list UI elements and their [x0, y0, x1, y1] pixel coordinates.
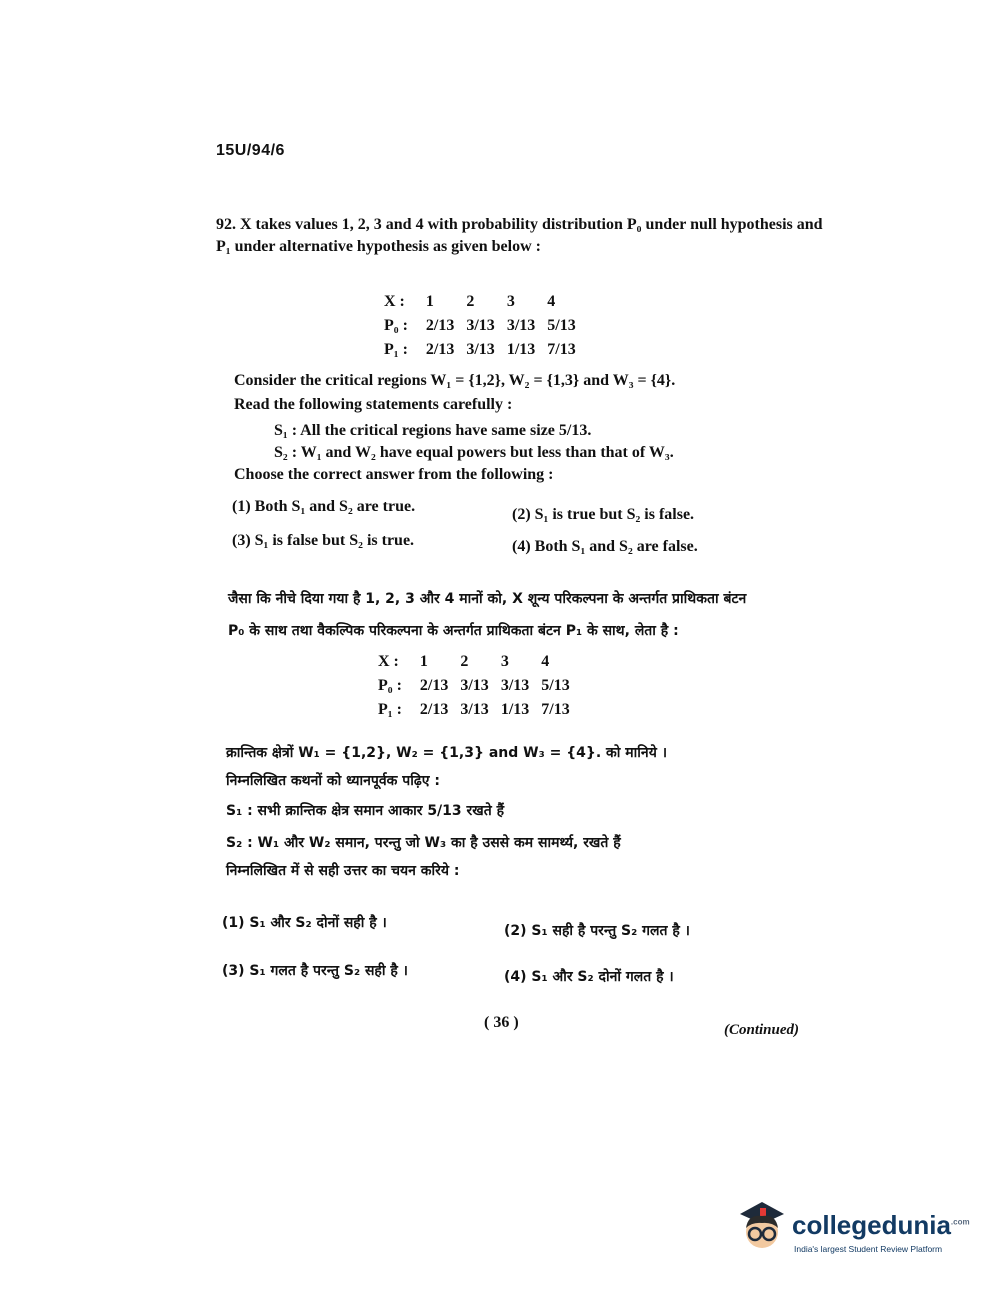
option-1-hi: (1) S₁ और S₂ दोनों सही है । — [222, 915, 387, 931]
question-text-en — [216, 214, 836, 258]
statement-s2-en: S₂ : W₁ and W₂ have equal powers but less than that of W₃. — [274, 444, 674, 461]
question-number: 92. — [216, 216, 236, 233]
read-hi: निम्नलिखित कथनों को ध्यानपूर्वक पढ़िए : — [226, 773, 440, 789]
question-text-hi-line1: जैसा कि नीचे दिया गया है 1, 2, 3 और 4 मानों को, X शून्य परिकल्पना के अन्तर्गत प्राथिकता बंटन — [228, 591, 747, 607]
distribution-table-en — [378, 290, 582, 362]
table-row-p0: P₀ : 2/13 3/13 3/13 5/13 — [378, 677, 570, 694]
table-row-p1: P₁ : 2/13 3/13 1/13 7/13 — [384, 341, 576, 358]
distribution-table-hi — [372, 650, 576, 722]
brand-tagline: India's largest Student Review Platform — [794, 1244, 943, 1254]
read-en: Read the following statements carefully : — [234, 396, 513, 413]
table-row-x: X : 1 2 3 4 — [378, 653, 550, 670]
mascot-icon — [732, 1196, 792, 1256]
table-row-p0: P₀ : 2/13 3/13 3/13 5/13 — [384, 317, 576, 334]
continued-label: (Continued) — [724, 1022, 800, 1038]
page-number: ( 36 ) — [484, 1014, 519, 1031]
statement-s1-hi: S₁ : सभी क्रान्तिक क्षेत्र समान आकार 5/13 रखते हैं — [226, 803, 504, 819]
paper-code: 15U/94/6 — [216, 142, 285, 159]
question-stem-en: X takes values 1, 2, 3 and 4 with probability distribution P₀ under null hypothesis and P₁ under alternative hypothesis as given below : — [216, 216, 823, 255]
brand-com: .com — [950, 1217, 970, 1227]
choose-en: Choose the correct answer from the following : — [234, 466, 554, 483]
statement-s1-en: S₁ : All the critical regions have same size 5/13. — [274, 422, 592, 439]
consider-en: Consider the critical regions W₁ = {1,2}, W₂ = {1,3} and W₃ = {4}. — [234, 372, 676, 389]
question-text-hi-line2: P₀ के साथ तथा वैकल्पिक परिकल्पना के अन्तर्गत प्राथिकता बंटन P₁ के साथ, लेता है : — [228, 623, 679, 639]
option-4-en: (4) Both S₁ and S₂ are false. — [512, 538, 698, 555]
consider-hi: क्रान्तिक क्षेत्रों W₁ = {1,2}, W₂ = {1,3} and W₃ = {4}. को मानिये । — [226, 745, 668, 761]
option-3-hi: (3) S₁ गलत है परन्तु S₂ सही है । — [222, 963, 408, 979]
statement-s2-hi: S₂ : W₁ और W₂ समान, परन्तु जो W₃ का है उससे कम सामर्थ्य, रखते हैं — [226, 835, 621, 851]
option-1-en: (1) Both S₁ and S₂ are true. — [232, 498, 416, 515]
choose-hi: निम्नलिखित में से सही उत्तर का चयन करिये : — [226, 863, 460, 879]
option-4-hi: (4) S₁ और S₂ दोनों गलत है । — [504, 969, 674, 985]
option-3-en: (3) S₁ is false but S₂ is true. — [232, 532, 415, 549]
table-row-x: X : 1 2 3 4 — [384, 293, 556, 310]
brand-name: collegedunia — [792, 1210, 951, 1240]
collegedunia-watermark — [732, 1196, 970, 1260]
option-2-hi: (2) S₁ सही है परन्तु S₂ गलत है । — [504, 923, 690, 939]
option-2-en: (2) S₁ is true but S₂ is false. — [512, 506, 695, 523]
table-row-p1: P₁ : 2/13 3/13 1/13 7/13 — [378, 701, 570, 718]
